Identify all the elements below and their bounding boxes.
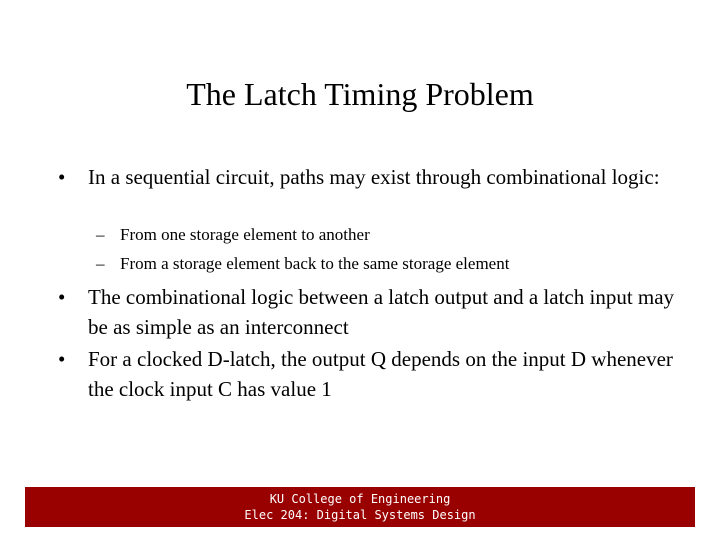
sub-bullet-text: From one storage element to another	[120, 225, 370, 244]
bullet-marker: •	[58, 347, 66, 371]
bullet-marker: •	[58, 285, 66, 309]
slide-title: The Latch Timing Problem	[186, 76, 534, 112]
bullet-text: In a sequential circuit, paths may exist through combinational logic:	[88, 165, 660, 189]
sub-bullet-marker: –	[96, 225, 105, 244]
sub-bullet-text: From a storage element back to the same storage element	[120, 254, 510, 273]
bullet-marker: •	[58, 165, 66, 189]
bullet-text: For a clocked D-latch, the output Q depends on the input D whenever the clock input C has value 1	[88, 347, 673, 401]
sub-bullet-marker: –	[96, 254, 105, 273]
footer-banner	[25, 487, 695, 527]
footer-institution: KU College of Engineering	[269, 492, 451, 506]
bullet-text: The combinational logic between a latch output and a latch input may be as simple as an interconnect	[88, 285, 675, 339]
footer-course: Elec 204: Digital Systems Design	[244, 508, 476, 522]
